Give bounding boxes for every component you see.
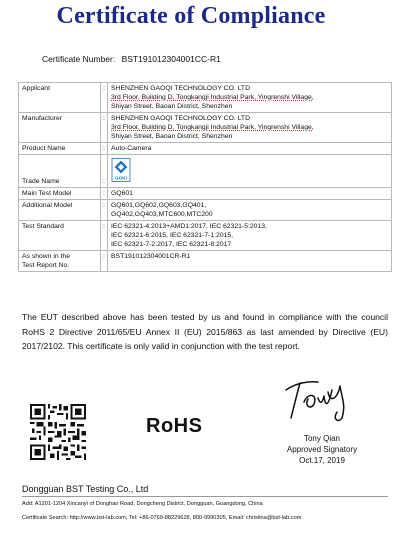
test-report-label-line: As shown in the [22, 253, 70, 260]
handwritten-signature [282, 374, 356, 424]
compliance-statement: The EUT described above has been tested by us and found in compliance with the council RoHS 2 Directive 2011/65/EU Annex II (EU) 2015/863 as last amended by Directive (EU) 2017/2102. This certificate is only valid in conjunction with the test report. [22, 312, 388, 351]
trade-name-label: Trade Name [19, 155, 101, 188]
additional-model-line: GQ402,GQ403,MTC600,MTC200 [111, 211, 213, 218]
applicant-line: 3rd Floor, Building D, Tongkangji Industrial Park, Yingrenshi Village, [111, 94, 314, 101]
additional-model-line: GQ601,GQ602,GQ603,GQ401, [111, 202, 207, 209]
qr-code-icon [30, 404, 86, 460]
applicant-line: Shiyan Street, Baoan District, Shenzhen [111, 103, 233, 110]
colon: : [101, 143, 108, 155]
applicant-row [19, 83, 392, 113]
certificate-info-table [18, 82, 392, 272]
test-standard-label: Test Standard [19, 221, 101, 251]
colon: : [101, 251, 108, 272]
certificate-number-value: BST191012304001CC-R1 [121, 54, 221, 64]
test-standard-line: IEC 62321-6:2015, IEC 62321-7-1:2015, [111, 232, 234, 239]
signatory-date: Oct.17, 2019 [299, 456, 345, 465]
test-report-value: BST191012304001CR-R1 [108, 251, 392, 272]
manufacturer-line: SHENZHEN GAOQI TECHNOLOGY CO. LTD [111, 115, 250, 122]
colon: : [101, 200, 108, 221]
colon: : [101, 188, 108, 200]
product-name-row [19, 143, 392, 155]
test-standard-value [108, 221, 392, 251]
signatory-block [260, 433, 384, 466]
additional-model-value [108, 200, 392, 221]
main-test-model-value: GQ601 [108, 188, 392, 200]
test-standard-line: IEC 62321-7-2:2017, IEC 62321-8:2017 [111, 241, 232, 248]
company-address: Add: A1201-1204 Xincanyi of Donghao Road, Dongcheng District, Dongguan, Guangdong, China [22, 501, 263, 507]
certificate-number [42, 54, 221, 64]
certificate-title: Certificate of Compliance [56, 3, 326, 29]
test-standard-row [19, 221, 392, 251]
product-name-value: Auto-Camera [108, 143, 392, 155]
product-name-label: Product Name [19, 143, 101, 155]
manufacturer-value [108, 113, 392, 143]
certificate-number-label: Certificate Number: [42, 54, 116, 64]
applicant-value [108, 83, 392, 113]
colon: : [101, 113, 108, 143]
rohs-logo: RoHS [146, 415, 203, 437]
colon: : [101, 83, 108, 113]
colon: : [101, 155, 108, 188]
certificate-search-line: Certificate Search: http://www.bst-lab.com, Tel: +86-0769-88229628, 800-9990305, Email: christina@bst-lab.com [22, 515, 302, 521]
test-standard-line: IEC 62321-4:2013+AMD1:2017, IEC 62321-5:2013, [111, 223, 267, 230]
manufacturer-row [19, 113, 392, 143]
footer-divider [22, 496, 388, 497]
trade-name-row [19, 155, 392, 188]
main-test-model-label: Main Test Model [19, 188, 101, 200]
svg-text:GOKI: GOKI [115, 175, 127, 181]
signatory-title: Approved Signatory [286, 445, 358, 454]
applicant-line: SHENZHEN GAOQI TECHNOLOGY CO. LTD [111, 85, 250, 92]
main-test-model-row [19, 188, 392, 200]
test-report-label [19, 251, 101, 272]
test-report-label-line: Test Report No. [22, 262, 70, 269]
manufacturer-line: 3rd Floor, Building D, Tongkangji Industrial Park, Yingrenshi Village, [111, 124, 314, 131]
manufacturer-label: Manufacturer [19, 113, 101, 143]
company-name: Dongguan BST Testing Co., Ltd [22, 484, 149, 494]
signatory-name: Tony Qian [303, 434, 341, 443]
additional-model-row [19, 200, 392, 221]
manufacturer-line: Shiyan Street, Baoan District, Shenzhen [111, 133, 233, 140]
test-report-row [19, 251, 392, 272]
additional-model-label: Additional Model [19, 200, 101, 221]
trade-name-value [108, 155, 392, 188]
applicant-label: Applicant [19, 83, 101, 113]
colon: : [101, 221, 108, 251]
goki-logo-icon [111, 158, 131, 182]
